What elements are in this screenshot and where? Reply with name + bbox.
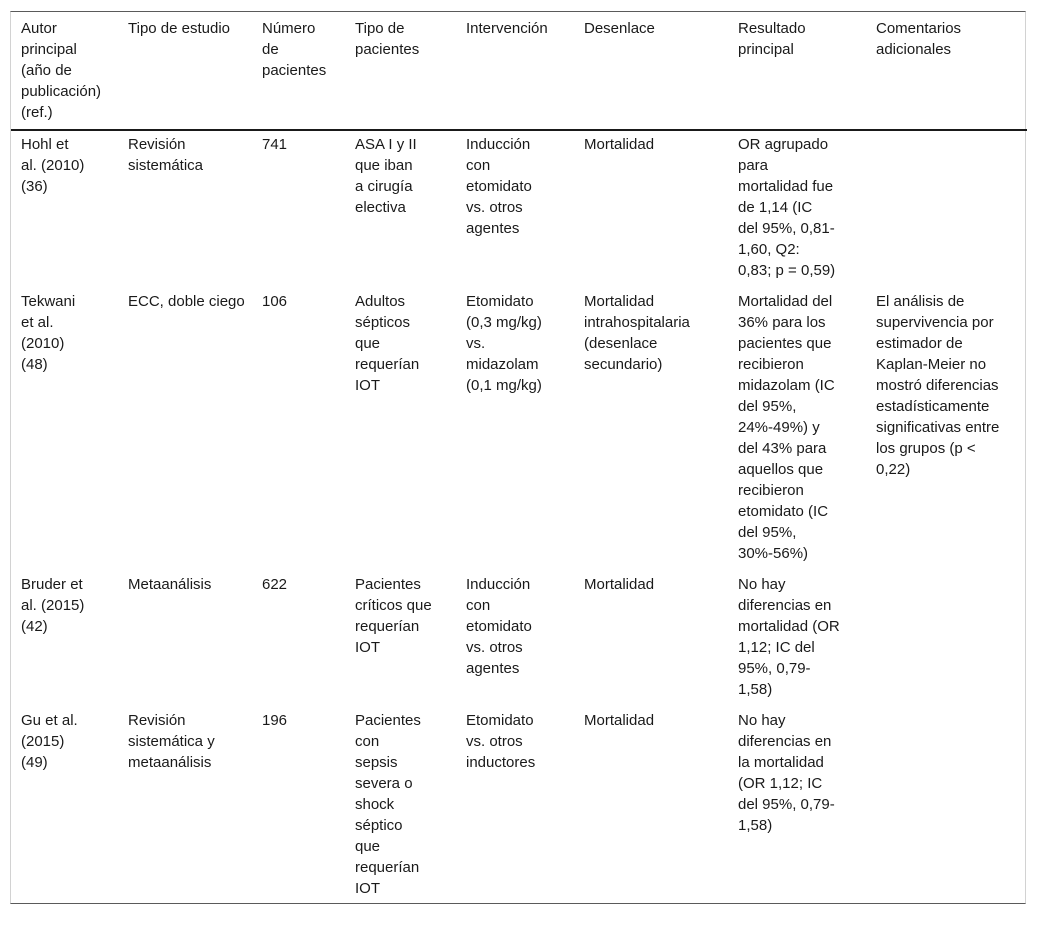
table-row <box>11 288 1027 571</box>
cell-tipo-estudio: ECC, doble ciego <box>128 293 245 310</box>
cell-numero: 196 <box>262 712 288 729</box>
cell-autor: Hohl et al. (2010) (36) <box>21 136 85 195</box>
cell-autor: Gu et al. (2015) (49) <box>21 712 78 771</box>
header-desenlace: Desenlace <box>574 12 728 130</box>
cell-tipo-pacientes: Pacientes con sepsis severa o shock séptico que requerían IOT <box>355 712 421 897</box>
cell-numero: 622 <box>262 576 288 593</box>
header-autor: Autor principal (año de publicación) (ref.) <box>11 12 118 130</box>
cell-intervencion: Inducción con etomidato vs. otros agentes <box>466 576 532 677</box>
resultado-p-value: p = 0,59) <box>775 262 836 279</box>
cell-numero: 106 <box>262 293 288 310</box>
header-numero-pacientes: Número de pacientes <box>252 12 345 130</box>
cell-comentarios <box>866 571 1027 707</box>
table-row <box>11 707 1027 903</box>
cell-resultado <box>728 130 866 288</box>
cell-desenlace: Mortalidad <box>584 136 655 153</box>
cell-resultado: No hay diferencias en la mortalidad (OR 1,12; IC del 95%, 0,79-1,58) <box>738 712 835 834</box>
header-tipo-pacientes: Tipo de pacientes <box>345 12 456 130</box>
header-comentarios: Comentarios adicionales <box>866 12 1027 130</box>
cell-autor: Tekwani et al. (2010) (48) <box>21 293 76 373</box>
cell-intervencion: Etomidato vs. otros inductores <box>466 712 536 771</box>
cell-intervencion: Inducción con etomidato vs. otros agentes <box>466 136 532 237</box>
table-header-row <box>11 12 1027 130</box>
cell-tipo-estudio: Revisión sistemática y metaanálisis <box>128 712 215 771</box>
header-resultado: Resultado principal <box>728 12 866 130</box>
cell-desenlace: Mortalidad <box>584 576 655 593</box>
cell-desenlace: Mortalidad intrahospitalaria (desenlace secundario) <box>584 293 690 373</box>
header-tipo-estudio: Tipo de estudio <box>118 12 252 130</box>
cell-tipo-estudio: Metaanálisis <box>128 576 212 593</box>
cell-autor: Bruder et al. (2015) (42) <box>21 576 85 635</box>
cell-comentarios <box>866 707 1027 903</box>
study-table-container <box>10 11 1026 904</box>
resultado-text: OR agrupado para mortalidad fue de 1,14 (IC del 95%, 0,81-1,60, Q2: 0,83; <box>738 136 835 279</box>
header-intervencion: Intervención <box>456 12 574 130</box>
cell-desenlace: Mortalidad <box>584 712 655 729</box>
cell-tipo-pacientes: Pacientes críticos que requerían IOT <box>355 576 432 656</box>
cell-tipo-pacientes: ASA I y II que iban a cirugía electiva <box>355 136 417 216</box>
cell-tipo-pacientes: Adultos sépticos que requerían IOT <box>355 293 420 394</box>
table-row <box>11 571 1027 707</box>
cell-intervencion: Etomidato (0,3 mg/kg) vs. midazolam (0,1 mg/kg) <box>466 293 542 394</box>
cell-resultado: Mortalidad del 36% para los pacientes que recibieron midazolam (IC del 95%, 24%-49%) y del 43% para aquellos que recibieron etomidato (IC del 95%, 30%-56%) <box>738 293 835 562</box>
cell-comentarios: El análisis de supervivencia por estimador de Kaplan-Meier no mostró diferencias estadísticamente significativas entre los grupos (p < 0,22) <box>876 293 1000 478</box>
cell-comentarios <box>866 130 1027 288</box>
cell-resultado: No hay diferencias en mortalidad (OR 1,12; IC del 95%, 0,79-1,58) <box>738 576 840 698</box>
cell-tipo-estudio: Revisión sistemática <box>128 136 204 174</box>
study-table <box>11 12 1027 903</box>
cell-numero: 741 <box>262 136 288 153</box>
table-row <box>11 130 1027 288</box>
